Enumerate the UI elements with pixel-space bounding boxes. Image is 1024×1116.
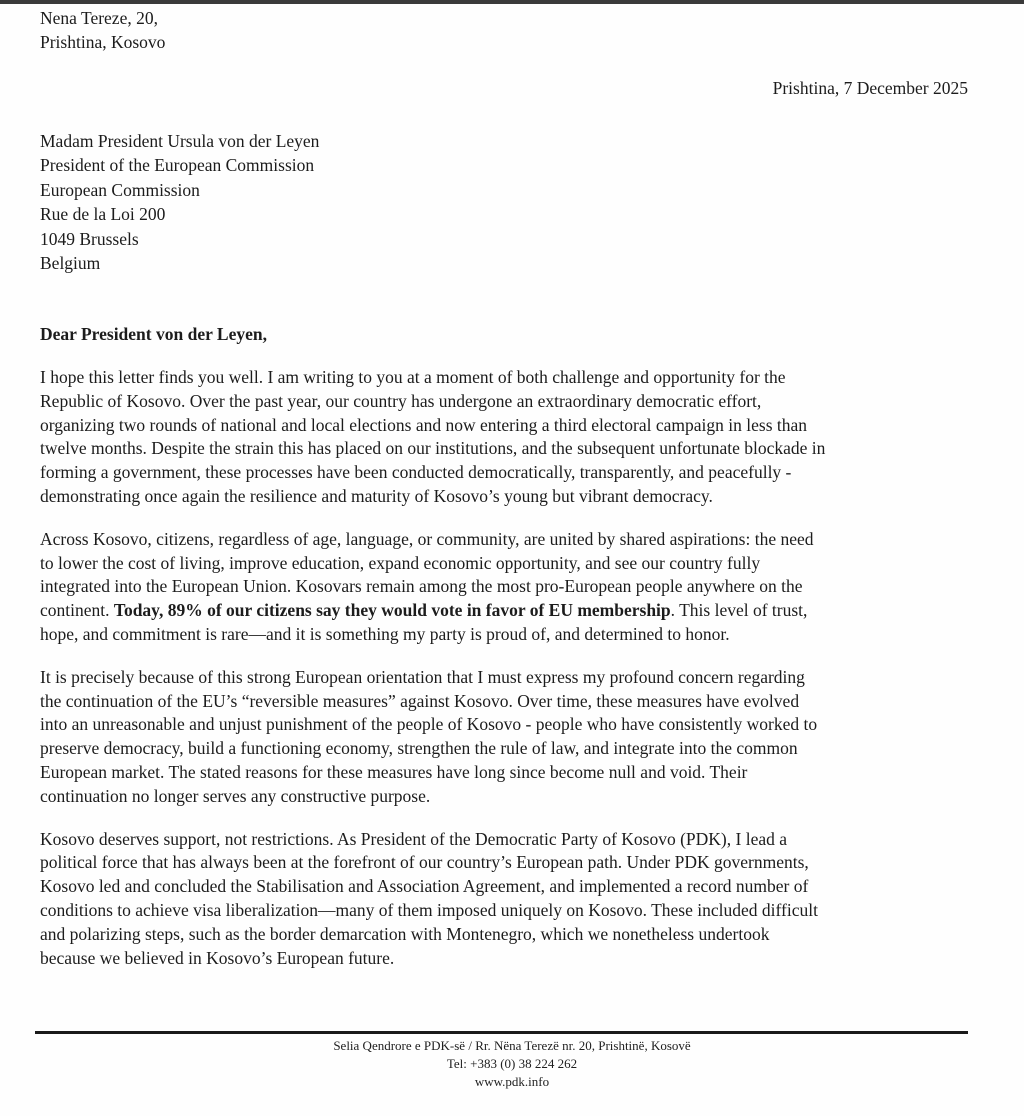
paragraph-line: forming a government, these processes have been conducted democratically, transparently, and peacefully - (40, 462, 792, 483)
paragraph-line: I hope this letter finds you well. I am writing to you at a moment of both challenge and opportunity for the (40, 367, 786, 387)
paragraph-line: demonstrating once again the resilience and maturity of Kosovo’s young but vibrant democracy. (40, 485, 713, 506)
paragraph-line: European market. The stated reasons for these measures have long since become null and void. Their (40, 761, 748, 782)
paragraph-line: to lower the cost of living, improve education, expand economic opportunity, and see our country fully (40, 552, 761, 573)
paragraph-line: preserve democracy, build a functioning economy, strengthen the rule of law, and integrate into the common (40, 738, 798, 759)
letter-date: Prishtina, 7 December 2025 (772, 78, 968, 98)
recipient-line: Rue de la Loi 200 (40, 204, 166, 225)
footer-divider (35, 1031, 968, 1034)
recipient-line: 1049 Brussels (40, 228, 139, 249)
paragraph-line: the continuation of the EU’s “reversible measures” against Kosovo. Over time, these measures have evolved (40, 690, 800, 711)
paragraph-line: and polarizing steps, such as the border demarcation with Montenegro, which we nonetheless undertook (40, 923, 770, 944)
recipient-line: Belgium (40, 253, 101, 274)
text-segment: . This level of trust, (670, 600, 808, 621)
footer-address: Selia Qendrore e PDK-së / Rr. Nëna Terezë nr. 20, Prishtinë, Kosovë (333, 1038, 691, 1053)
paragraph-line: organizing two rounds of national and local elections and now entering a third electoral campaign in less than (40, 414, 808, 435)
paragraph-1 (40, 366, 980, 509)
sender-address-line: Nena Tereze, 20, (40, 8, 158, 28)
paragraph-line: Kosovo deserves support, not restrictions. As President of the Democratic Party of Kosovo (PDK), I lead a (40, 828, 788, 849)
letter-body (40, 366, 980, 989)
footer-website: www.pdk.info (474, 1074, 550, 1089)
paragraph-line: Across Kosovo, citizens, regardless of age, language, or community, are united by shared aspirations: the need (40, 528, 814, 549)
paragraph-line: political force that has always been at the forefront of our country’s European path. Under PDK governments, (40, 852, 809, 873)
paragraph-line: Kosovo led and concluded the Stabilisation and Association Agreement, and implemented a record number of (40, 876, 809, 897)
paragraph-4 (40, 828, 980, 971)
letterhead-footer (0, 1037, 1024, 1091)
footer-phone: Tel: +383 (0) 38 224 262 (446, 1056, 578, 1071)
paragraph-line: Republic of Kosovo. Over the past year, our country has undergone an extraordinary democratic effort, (40, 390, 762, 411)
paragraph-2 (40, 528, 980, 647)
paragraph-line: because we believed in Kosovo’s European future. (40, 947, 395, 968)
paragraph-line: hope, and commitment is rare—and it is something my party is proud of, and determined to honor. (40, 623, 730, 644)
recipient-address (40, 129, 319, 275)
salutation: Dear President von der Leyen, (40, 324, 267, 344)
sender-address (40, 6, 165, 54)
paragraph-line: integrated into the European Union. Kosovars remain among the most pro-European people anywhere on the (40, 576, 803, 597)
sender-address-line: Prishtina, Kosovo (40, 32, 166, 52)
paragraph-3 (40, 666, 980, 809)
recipient-line: European Commission (40, 179, 200, 200)
paragraph-line: continuation no longer serves any constructive purpose. (40, 785, 431, 806)
eu-support-highlight: Today, 89% of our citizens say they would vote in favor of EU membership (113, 600, 671, 621)
paragraph-line: conditions to achieve visa liberalization—many of them imposed uniquely on Kosovo. These included difficult (40, 899, 818, 920)
recipient-line: Madam President Ursula von der Leyen (40, 131, 320, 151)
paragraph-line (40, 599, 980, 623)
paragraph-line: twelve months. Despite the strain this has placed on our institutions, and the subsequent unfortunate blockade in (40, 438, 826, 459)
text-segment: continent. (40, 600, 114, 621)
recipient-line: President of the European Commission (40, 155, 315, 176)
paragraph-line: It is precisely because of this strong European orientation that I must express my profound concern regarding (40, 666, 805, 687)
paragraph-line: into an unreasonable and unjust punishment of the people of Kosovo - people who have consistently worked to (40, 714, 818, 735)
